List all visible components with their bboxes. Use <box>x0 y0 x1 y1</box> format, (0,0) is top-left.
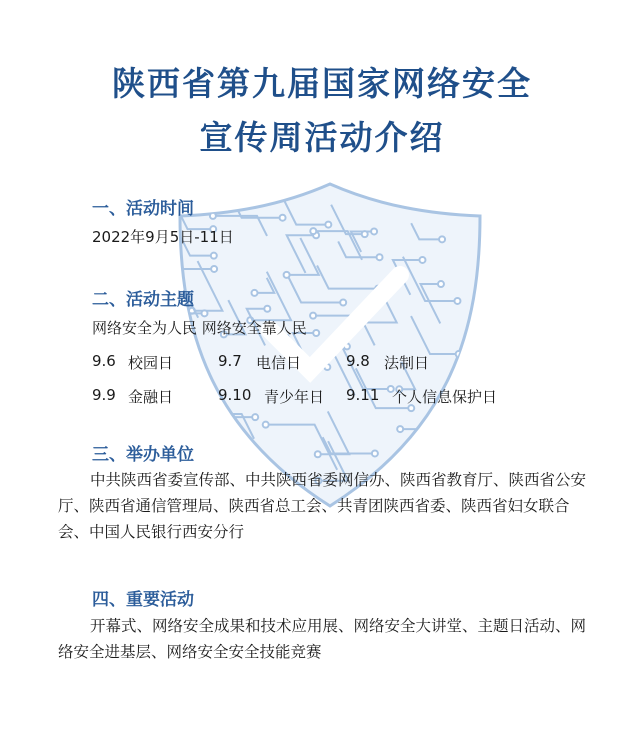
page-subtitle: 宣传周活动介绍 <box>199 118 445 157</box>
day-date: 9.11 <box>346 386 380 404</box>
day-date: 9.8 <box>346 352 370 370</box>
day-name: 青少年日 <box>264 388 325 406</box>
day-name: 个人信息保护日 <box>392 388 498 406</box>
section-heading-time: 一、活动时间 <box>92 199 194 219</box>
section-heading-activities: 四、重要活动 <box>92 590 194 610</box>
day-date: 9.10 <box>218 386 252 404</box>
organizers-text: 中共陕西省委宣传部、中共陕西省委网信办、陕西省教育厅、陕西省公安厅、陕西省通信管理局、陕西省总工会、共青团陕西省委、陕西省妇女联合会、中国人民银行西安分行 <box>58 471 587 541</box>
day-name: 法制日 <box>384 354 430 372</box>
day-date: 9.6 <box>92 352 116 370</box>
activities-text: 开幕式、网络安全成果和技术应用展、网络安全大讲堂、主题日活动、网络安全进基层、网络安全安全技能竞赛 <box>58 617 587 661</box>
day-name: 金融日 <box>128 388 174 406</box>
page-title: 陕西省第九届国家网络安全 <box>112 64 532 103</box>
day-date: 9.7 <box>218 352 242 370</box>
section-heading-theme: 二、活动主题 <box>92 290 194 310</box>
day-date: 9.9 <box>92 386 116 404</box>
day-name: 校园日 <box>128 354 174 372</box>
time-text: 2022年9月5日-11日 <box>92 228 234 246</box>
day-name: 电信日 <box>256 354 302 372</box>
theme-slogan: 网络安全为人民 网络安全靠人民 <box>92 319 307 337</box>
section-heading-organizers: 三、举办单位 <box>92 445 194 465</box>
